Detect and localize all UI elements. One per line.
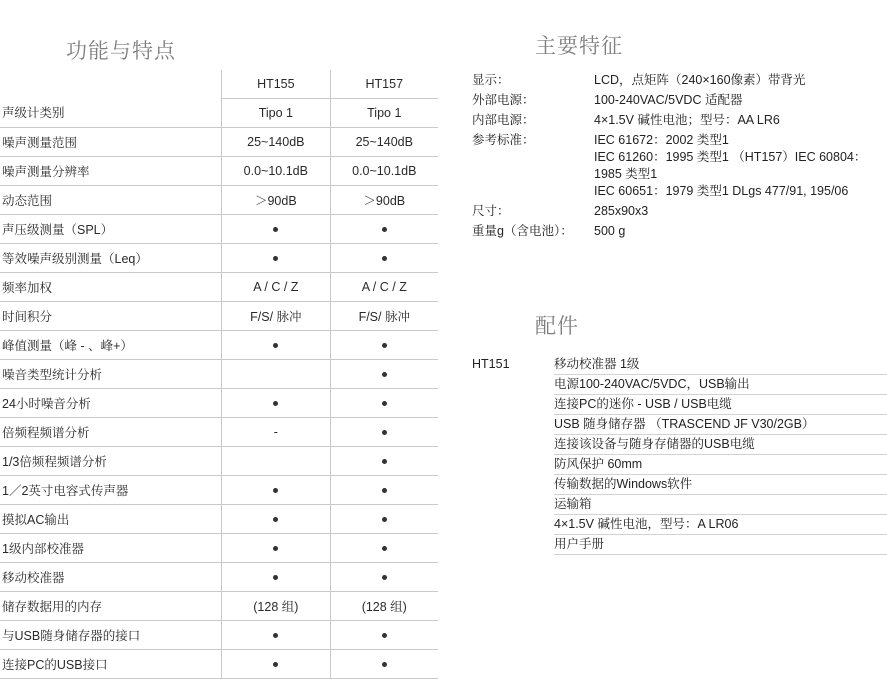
- feature-value-ht155: -: [222, 418, 330, 447]
- feature-value-ht155: F/S/ 脉冲: [222, 302, 330, 331]
- bullet-dot-icon: [273, 488, 278, 493]
- feature-value-ht157: Tipo 1: [330, 99, 438, 128]
- feature-value-ht157: [330, 534, 438, 563]
- feature-value-ht155: 0.0~10.1dB: [222, 157, 330, 186]
- table-row: [0, 447, 438, 476]
- feature-label: 1级内部校准器: [0, 534, 222, 563]
- table-row: [0, 186, 438, 215]
- bullet-dot-icon: [382, 633, 387, 638]
- table-row: [0, 99, 438, 128]
- feature-value-ht157: [330, 389, 438, 418]
- bullet-dot-icon: [382, 372, 387, 377]
- accessory-row: [472, 375, 887, 395]
- accessory-row: [472, 515, 887, 535]
- accessory-item: 传输数据的Windows软件: [554, 475, 887, 495]
- bullet-dot-icon: [382, 517, 387, 522]
- bullet-dot-icon: [273, 343, 278, 348]
- accessory-item: 连接该设备与随身存储器的USB电缆: [554, 435, 887, 455]
- main-feature-value-extra: IEC 61260：1995 类型1 （HT157）IEC 60804：1985 类型1: [594, 150, 867, 181]
- feature-value-ht157: [330, 215, 438, 244]
- accessory-item: 用户手册: [554, 535, 887, 555]
- bullet-dot-icon: [382, 256, 387, 261]
- bullet-dot-icon: [382, 430, 387, 435]
- main-feature-row: [472, 92, 887, 109]
- main-feature-label: 内部电源：: [472, 113, 535, 127]
- table-header-ht157: HT157: [330, 70, 438, 99]
- accessory-row: [472, 415, 887, 435]
- feature-value-ht155: 25~140dB: [222, 128, 330, 157]
- main-features-section-title: 主要特征: [535, 35, 623, 58]
- bullet-dot-icon: [273, 546, 278, 551]
- feature-label: 1/3倍频程频谱分析: [0, 447, 222, 476]
- table-row: [0, 563, 438, 592]
- table-header-ht155: HT155: [222, 70, 330, 99]
- bullet-dot-icon: [273, 517, 278, 522]
- feature-label: 24小时噪音分析: [0, 389, 222, 418]
- accessory-row: [472, 435, 887, 455]
- features-comparison-table: [0, 70, 438, 679]
- feature-value-ht157: [330, 505, 438, 534]
- feature-value-ht155: ＞90dB: [222, 186, 330, 215]
- feature-label: 等效噪声级别测量（Leq）: [0, 244, 222, 273]
- feature-value-ht157: (128 组): [330, 592, 438, 621]
- feature-value-ht157: ＞90dB: [330, 186, 438, 215]
- main-feature-value: LCD，点矩阵（240×160像素）带背光: [594, 73, 806, 87]
- feature-value-ht157: [330, 418, 438, 447]
- bullet-dot-icon: [382, 343, 387, 348]
- table-row: [0, 534, 438, 563]
- accessory-row: [472, 495, 887, 515]
- feature-value-ht155: [222, 476, 330, 505]
- feature-value-ht157: [330, 621, 438, 650]
- feature-value-ht155: A / C / Z: [222, 273, 330, 302]
- accessory-row: [472, 535, 887, 555]
- feature-value-ht155: [222, 534, 330, 563]
- table-row: [0, 157, 438, 186]
- table-row: [0, 128, 438, 157]
- main-feature-value-extra: IEC 60651：1979 类型1 DLgs 477/91, 195/06: [594, 184, 849, 198]
- features-column: [0, 0, 440, 672]
- feature-label: 噪声测量范围: [0, 128, 222, 157]
- main-feature-row: [472, 72, 887, 89]
- feature-label: 摸拟AC输出: [0, 505, 222, 534]
- main-feature-label: 重量g（含电池）：: [472, 224, 573, 238]
- feature-label: 动态范围: [0, 186, 222, 215]
- table-row: [0, 389, 438, 418]
- table-row: [0, 215, 438, 244]
- table-row: [0, 302, 438, 331]
- main-feature-row: [472, 223, 887, 240]
- table-row: [0, 650, 438, 679]
- feature-label: 储存数据用的内存: [0, 592, 222, 621]
- feature-value-ht157: [330, 447, 438, 476]
- main-feature-value: IEC 61672：2002 类型1 IEC 61260：1995 类型1 （HT157）IEC 60804：1985 类型1 IEC 60651：1979 类型1 DLgs 477/91, 195/06: [594, 132, 887, 200]
- feature-label: 噪声测量分辨率: [0, 157, 222, 186]
- table-header-row: [0, 70, 438, 99]
- accessory-row: [472, 455, 887, 475]
- feature-value-ht157: 25~140dB: [330, 128, 438, 157]
- bullet-dot-icon: [273, 633, 278, 638]
- accessory-item: 电源100-240VAC/5VDC，USB输出: [554, 375, 887, 395]
- accessory-item: USB 随身储存器 （TRASCEND JF V30/2GB）: [554, 415, 887, 435]
- main-features-column: [470, 0, 887, 551]
- bullet-dot-icon: [382, 459, 387, 464]
- feature-value-ht155: [222, 505, 330, 534]
- feature-value-ht155: (128 组): [222, 592, 330, 621]
- table-header-blank: [0, 70, 222, 99]
- accessories-section-title: 配件: [535, 315, 579, 338]
- bullet-dot-icon: [382, 546, 387, 551]
- accessory-row: [472, 475, 887, 495]
- feature-value-ht155: [222, 244, 330, 273]
- bullet-dot-icon: [273, 662, 278, 667]
- table-row: [0, 621, 438, 650]
- main-feature-label: 参考标准：: [472, 133, 535, 147]
- feature-value-ht155: [222, 650, 330, 679]
- accessory-code: HT151: [472, 357, 510, 371]
- bullet-dot-icon: [273, 401, 278, 406]
- feature-value-ht155: [222, 621, 330, 650]
- main-feature-value: 500 g: [594, 224, 626, 238]
- bullet-dot-icon: [382, 662, 387, 667]
- table-row: [0, 418, 438, 447]
- main-feature-value: 285x90x3: [594, 204, 649, 218]
- feature-value-ht157: [330, 331, 438, 360]
- feature-value-ht157: A / C / Z: [330, 273, 438, 302]
- table-row: [0, 331, 438, 360]
- table-row: [0, 360, 438, 389]
- bullet-dot-icon: [382, 227, 387, 232]
- main-feature-label: 尺寸：: [472, 204, 510, 218]
- accessory-item: 运输箱: [554, 495, 887, 515]
- feature-label: 频率加权: [0, 273, 222, 302]
- accessory-item: 移动校准器 1级: [554, 355, 887, 375]
- bullet-dot-icon: [273, 256, 278, 261]
- feature-label: 时间积分: [0, 302, 222, 331]
- accessory-item: 连接PC的迷你 - USB / USB电缆: [554, 395, 887, 415]
- accessory-row: [472, 355, 887, 375]
- accessories-list: [472, 355, 887, 555]
- features-section-title: 功能与特点: [66, 40, 176, 63]
- main-feature-row: [472, 203, 887, 220]
- table-row: [0, 476, 438, 505]
- main-feature-row: [472, 132, 887, 200]
- main-feature-label: 显示：: [472, 73, 510, 87]
- main-feature-value: 4×1.5V 碱性电池；型号：AA LR6: [594, 113, 780, 127]
- accessory-item: 4×1.5V 碱性电池，型号：A LR06: [554, 515, 887, 535]
- feature-value-ht155: [222, 360, 330, 389]
- feature-value-ht157: [330, 244, 438, 273]
- table-row: [0, 244, 438, 273]
- main-feature-label: 外部电源：: [472, 93, 535, 107]
- feature-value-ht155: [222, 389, 330, 418]
- bullet-dot-icon: [273, 575, 278, 580]
- feature-value-ht155: [222, 447, 330, 476]
- feature-value-ht155: [222, 563, 330, 592]
- main-feature-row: [472, 112, 887, 129]
- table-row: [0, 505, 438, 534]
- feature-value-ht157: [330, 360, 438, 389]
- table-row: [0, 273, 438, 302]
- feature-label: 与USB随身储存器的接口: [0, 621, 222, 650]
- main-feature-value: 100-240VAC/5VDC 适配器: [594, 93, 743, 107]
- feature-label: 1／2英寸电容式传声器: [0, 476, 222, 505]
- feature-value-ht157: [330, 563, 438, 592]
- feature-value-ht155: [222, 215, 330, 244]
- feature-label: 倍频程频谱分析: [0, 418, 222, 447]
- bullet-dot-icon: [273, 227, 278, 232]
- feature-value-ht155: Tipo 1: [222, 99, 330, 128]
- feature-label: 移动校准器: [0, 563, 222, 592]
- feature-label: 声压级测量（SPL）: [0, 215, 222, 244]
- accessory-row: [472, 395, 887, 415]
- main-features-list: [472, 72, 887, 243]
- bullet-dot-icon: [382, 401, 387, 406]
- feature-value-ht157: [330, 476, 438, 505]
- feature-value-ht157: F/S/ 脉冲: [330, 302, 438, 331]
- feature-label: 连接PC的USB接口: [0, 650, 222, 679]
- feature-value-ht155: [222, 331, 330, 360]
- feature-label: 声级计类别: [0, 99, 222, 128]
- feature-value-ht157: [330, 650, 438, 679]
- feature-label: 峰值测量（峰 - 、峰+）: [0, 331, 222, 360]
- feature-label: 噪音类型统计分析: [0, 360, 222, 389]
- table-row: [0, 592, 438, 621]
- bullet-dot-icon: [382, 488, 387, 493]
- accessory-item: 防风保护 60mm: [554, 455, 887, 475]
- bullet-dot-icon: [382, 575, 387, 580]
- feature-value-ht157: 0.0~10.1dB: [330, 157, 438, 186]
